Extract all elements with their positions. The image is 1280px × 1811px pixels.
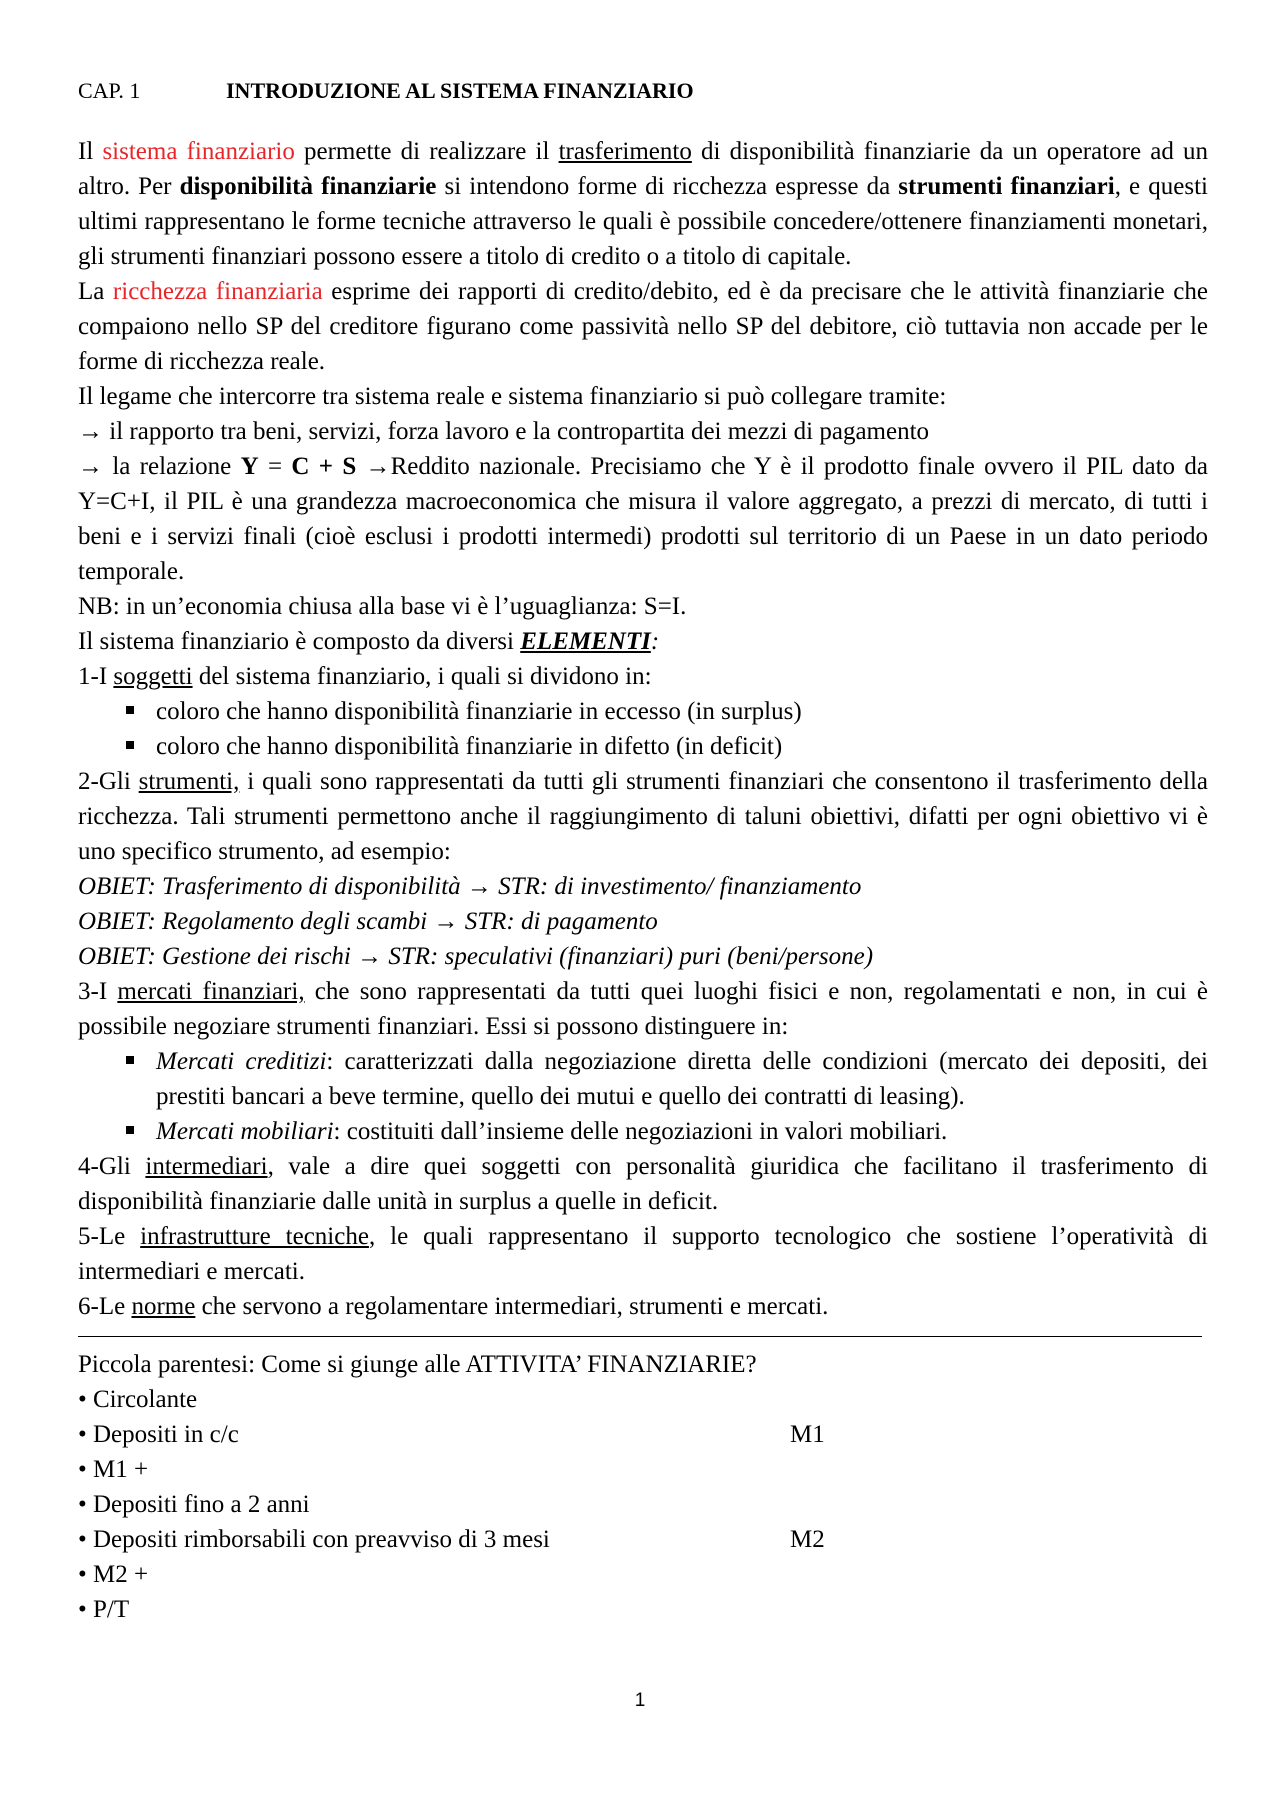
list-item: Mercati creditizi: caratterizzati dalla negoziazione diretta delle condizioni (mercato dei depositi, dei prestiti bancari a beve termine, quello dei mutui e quello dei contratti di leasing). <box>156 1044 1208 1114</box>
term-disponibilita-finanziarie: disponibilità finanziarie <box>179 173 437 200</box>
aggregate-row: • Depositi rimborsabili con preavviso di 3 mesi M2 <box>78 1526 825 1553</box>
paragraph-legame: Il legame che intercorre tra sistema reale e sistema finanziario si può collegare tramite: <box>78 383 947 410</box>
aggregate-row: • Depositi in c/c M1 <box>78 1421 825 1448</box>
page-number: 1 <box>634 1690 646 1711</box>
soggetti-list <box>78 694 1208 764</box>
list-item: Mercati mobiliari: costituiti dall’insieme delle negoziazioni in valori mobiliari. <box>156 1114 1208 1149</box>
horizontal-divider <box>78 1336 1202 1337</box>
term-sistema-finanziario: sistema finanziario <box>102 138 295 165</box>
element-mercati: 3-I mercati finanziari, che sono rappresentati da tutti quei luoghi fisici e non, regolamentati e non, in cui è possibile negoziare strumenti finanziari. Essi si possono distinguere in: <box>78 978 1209 1040</box>
chapter-number: CAP. 1 <box>78 78 141 103</box>
term-ricchezza-finanziaria: ricchezza finanziaria <box>112 278 323 305</box>
element-strumenti: 2-Gli strumenti, i quali sono rappresentati da tutti gli strumenti finanziari che consentono il trasferimento della ricchezza. Tali strumenti permettono anche il raggiungimento di taluni obiettivi, difatti per ogni obiettivo vi è uno specifico strumento, ad esempio: <box>78 768 1208 865</box>
aggregate-row: • M1 + <box>78 1456 149 1483</box>
element-intermediari: 4-Gli intermediari, vale a dire quei soggetti con personalità giuridica che facilitano il trasferimento di disponibilità finanziarie dalle unità in surplus a quelle in deficit. <box>78 1153 1208 1215</box>
paragraph-elementi: Il sistema finanziario è composto da diversi ELEMENTI: <box>78 628 660 655</box>
aggregate-row: • P/T <box>78 1596 130 1623</box>
aggregate-row: • Depositi fino a 2 anni <box>78 1491 310 1518</box>
aggregate-row: • M2 + <box>78 1561 149 1588</box>
element-norme: 6-Le norme che servono a regolamentare intermediari, strumenti e mercati. <box>78 1293 829 1320</box>
list-item: coloro che hanno disponibilità finanziarie in difetto (in deficit) <box>156 729 1208 764</box>
obiettivo-line: OBIET: Trasferimento di disponibilità → STR: di investimento/ finanziamento <box>78 873 862 900</box>
parentesi-section <box>78 1347 1208 1627</box>
paragraph-arrow-rapporto: → il rapporto tra beni, servizi, forza lavoro e la contropartita dei mezzi di pagamento <box>78 418 930 445</box>
document-page <box>78 76 1208 1627</box>
parentesi-title: Piccola parentesi: Come si giunge alle ATTIVITA’ FINANZIARIE? <box>78 1351 757 1378</box>
paragraph-intro: Il sistema finanziario permette di realizzare il trasferimento di disponibilità finanziarie da un operatore ad un altro. Per disponibilità finanziarie si intendono forme di ricchezza espresse da strumenti finanziari, e questi ultimi rappresentano le forme tecniche attraverso le quali è possibile concedere/ottenere finanziamenti monetari, gli strumenti finanziari possono essere a titolo di credito o a titolo di capitale. <box>78 138 1208 270</box>
element-infrastrutture: 5-Le infrastrutture tecniche, le quali rappresentano il supporto tecnologico che sostiene l’operatività di intermediari e mercati. <box>78 1223 1208 1285</box>
term-trasferimento: trasferimento <box>558 138 692 165</box>
aggregate-row: • Circolante <box>78 1386 198 1413</box>
mercati-list <box>78 1044 1208 1149</box>
term-elementi: ELEMENTI <box>520 628 651 655</box>
term-strumenti-finanziari: strumenti finanziari <box>898 173 1115 200</box>
element-soggetti: 1-I soggetti del sistema finanziario, i quali si dividono in: <box>78 663 652 690</box>
list-item: coloro che hanno disponibilità finanziarie in eccesso (in surplus) <box>156 694 1208 729</box>
obiettivo-line: OBIET: Gestione dei rischi → STR: speculativi (finanziari) puri (beni/persone) <box>78 943 874 970</box>
obiettivo-line: OBIET: Regolamento degli scambi → STR: di pagamento <box>78 908 658 935</box>
chapter-title: INTRODUZIONE AL SISTEMA FINANZIARIO <box>226 78 694 103</box>
chapter-header <box>78 76 1208 106</box>
paragraph-nb: NB: in un’economia chiusa alla base vi è l’uguaglianza: S=I. <box>78 593 687 620</box>
paragraph-arrow-relazione: → la relazione Y = C + S →Reddito nazionale. Precisiamo che Y è il prodotto finale ovvero il PIL dato da Y=C+I, il PIL è una grandezza macroeconomica che misura il valore aggregato, a prezzi di mercato, di tutti i beni e i servizi finali (cioè esclusi i prodotti intermedi) prodotti sul territorio di un Paese in un dato periodo temporale. <box>78 453 1208 585</box>
paragraph-ricchezza: La ricchezza finanziaria esprime dei rapporti di credito/debito, ed è da precisare che le attività finanziarie che compaiono nello SP del creditore figurano come passività nello SP del debitore, ciò tuttavia non accade per le forme di ricchezza reale. <box>78 278 1208 375</box>
